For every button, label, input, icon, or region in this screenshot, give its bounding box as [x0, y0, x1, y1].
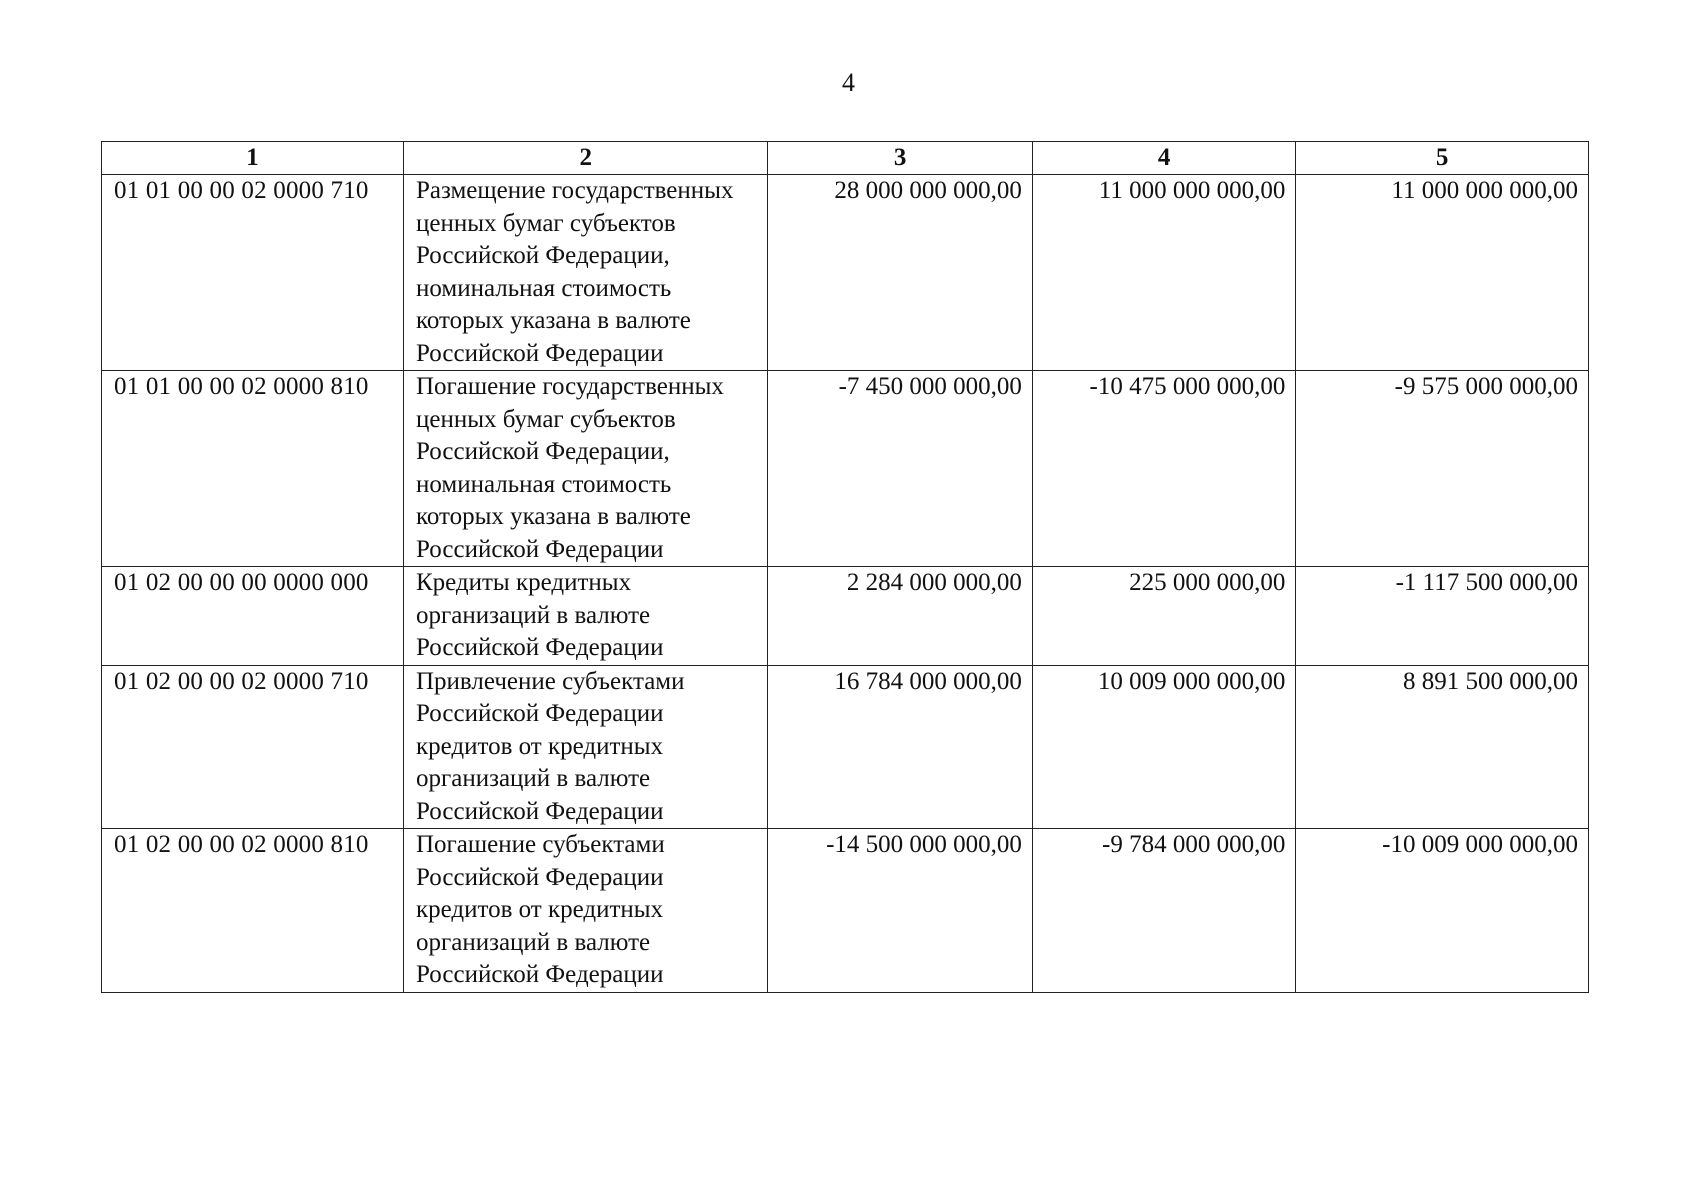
column-header-4: 4: [1032, 142, 1295, 175]
page-number: 4: [842, 68, 855, 97]
table-row: [102, 829, 1589, 993]
amount-col5-cell: -1 117 500 000,00: [1296, 567, 1589, 666]
amount-col4-cell: -9 784 000 000,00: [1032, 829, 1295, 993]
amount-col3-cell: -14 500 000 000,00: [768, 829, 1032, 993]
table-row: [102, 567, 1589, 666]
table-row: [102, 665, 1589, 829]
description-cell: Размещение государственных ценных бумаг субъектов Российской Федерации, номинальная стоимость которых указана в валюте Российской Федерации: [403, 175, 767, 371]
amount-col3-cell: 2 284 000 000,00: [768, 567, 1032, 666]
budget-code-cell: 01 01 00 00 02 0000 710: [102, 175, 404, 371]
budget-code-cell: 01 01 00 00 02 0000 810: [102, 371, 404, 567]
column-header-1: 1: [102, 142, 404, 175]
amount-col3-cell: -7 450 000 000,00: [768, 371, 1032, 567]
table-row: [102, 175, 1589, 371]
description-cell: Погашение государственных ценных бумаг субъектов Российской Федерации, номинальная стоимость которых указана в валюте Российской Федерации: [403, 371, 767, 567]
amount-col3-cell: 16 784 000 000,00: [768, 665, 1032, 829]
amount-col5-cell: -10 009 000 000,00: [1296, 829, 1589, 993]
description-cell: Привлечение субъектами Российской Федерации кредитов от кредитных организаций в валюте Российской Федерации: [403, 665, 767, 829]
amount-col4-cell: 10 009 000 000,00: [1032, 665, 1295, 829]
amount-col5-cell: 11 000 000 000,00: [1296, 175, 1589, 371]
column-header-2: 2: [403, 142, 767, 175]
amount-col4-cell: -10 475 000 000,00: [1032, 371, 1295, 567]
amount-col3-cell: 28 000 000 000,00: [768, 175, 1032, 371]
table-row: [102, 371, 1589, 567]
column-header-3: 3: [768, 142, 1032, 175]
amount-col5-cell: -9 575 000 000,00: [1296, 371, 1589, 567]
budget-sources-table: [101, 141, 1589, 993]
amount-col4-cell: 11 000 000 000,00: [1032, 175, 1295, 371]
column-header-5: 5: [1296, 142, 1589, 175]
description-cell: Погашение субъектами Российской Федерации кредитов от кредитных организаций в валюте Российской Федерации: [403, 829, 767, 993]
table-header-row: [102, 142, 1589, 175]
budget-code-cell: 01 02 00 00 00 0000 000: [102, 567, 404, 666]
budget-code-cell: 01 02 00 00 02 0000 710: [102, 665, 404, 829]
description-cell: Кредиты кредитных организаций в валюте Российской Федерации: [403, 567, 767, 666]
amount-col5-cell: 8 891 500 000,00: [1296, 665, 1589, 829]
budget-code-cell: 01 02 00 00 02 0000 810: [102, 829, 404, 993]
amount-col4-cell: 225 000 000,00: [1032, 567, 1295, 666]
